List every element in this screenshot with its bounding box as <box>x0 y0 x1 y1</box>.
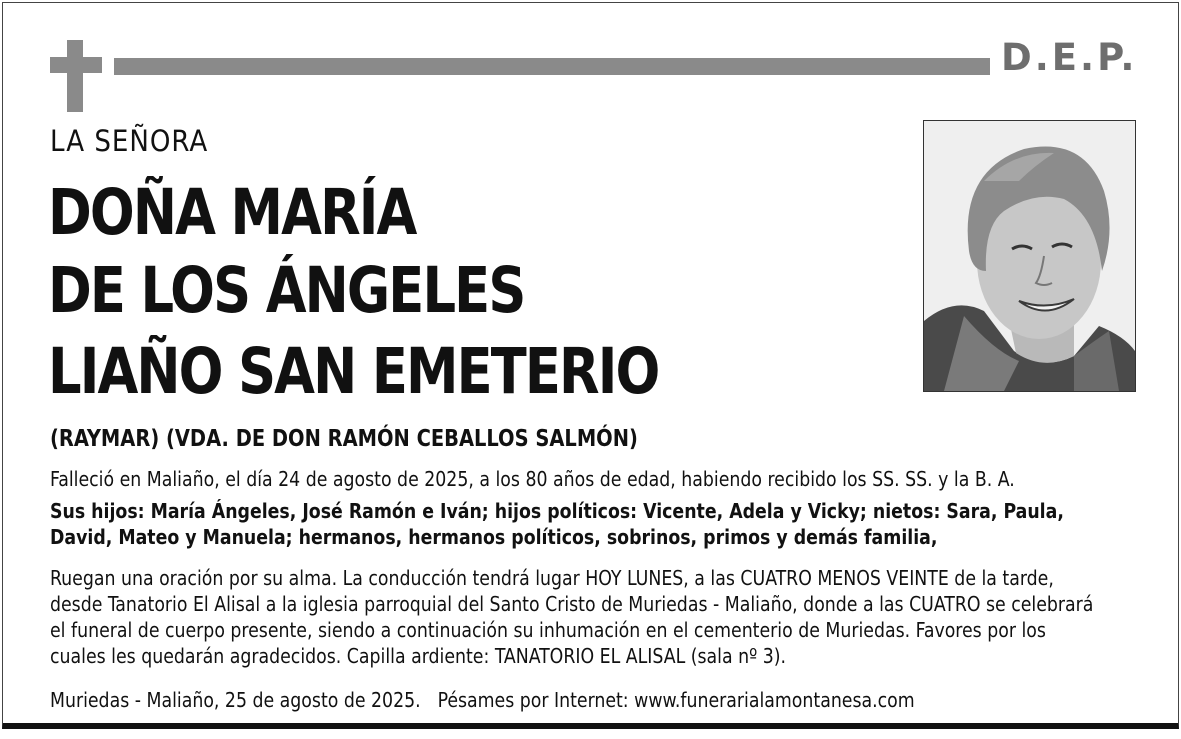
family-list: Sus hijos: María Ángeles, José Ramón e Iván; hijos políticos: Vicente, Adela y Vicky; nietos: Sara, Paula, David, Mateo y Manuela; hermanos, hermanos políticos, sobrinos, primos y demás familia, <box>50 499 1064 549</box>
header-rule <box>114 58 990 75</box>
cross-icon <box>50 40 102 112</box>
place-date: Muriedas - Maliaño, 25 de agosto de 2025. <box>50 688 421 712</box>
dep-label: D.E.P. <box>1001 36 1138 79</box>
condolences-website: Pésames por Internet: www.funerarialamontanesa.com <box>437 688 915 712</box>
title-label: LA SEÑORA <box>50 124 209 158</box>
name-line-2: DE LOS ÁNGELES <box>48 254 525 327</box>
name-line-1: DOÑA MARÍA <box>48 176 416 249</box>
footer-line <box>50 687 1075 713</box>
alias-line: (RAYMAR) (VDA. DE DON RAMÓN CEBALLOS SALMÓN) <box>50 426 638 452</box>
portrait-photo <box>923 120 1136 392</box>
name-line-3: LIAÑO SAN EMETERIO <box>48 335 659 408</box>
death-notice: Falleció en Maliaño, el día 24 de agosto de 2025, a los 80 años de edad, habiendo recibido los SS. SS. y la B. A. <box>50 467 1015 491</box>
obituary-card <box>2 2 1179 729</box>
funeral-details: Ruegan una oración por su alma. La conducción tendrá lugar HOY LUNES, a las CUATRO MENOS VEINTE de la tarde, desde Tanatorio El Alisal a la iglesia parroquial del Santo Cristo de Muriedas - Maliaño, donde a las CUATRO se celebrará el funeral de cuerpo presente, siendo a continuación su inhumación en el cementerio de Muriedas. Favores por los cuales les quedarán agradecidos. Capilla ardiente: TANATORIO EL ALISAL (sala nº 3). <box>50 566 1094 668</box>
